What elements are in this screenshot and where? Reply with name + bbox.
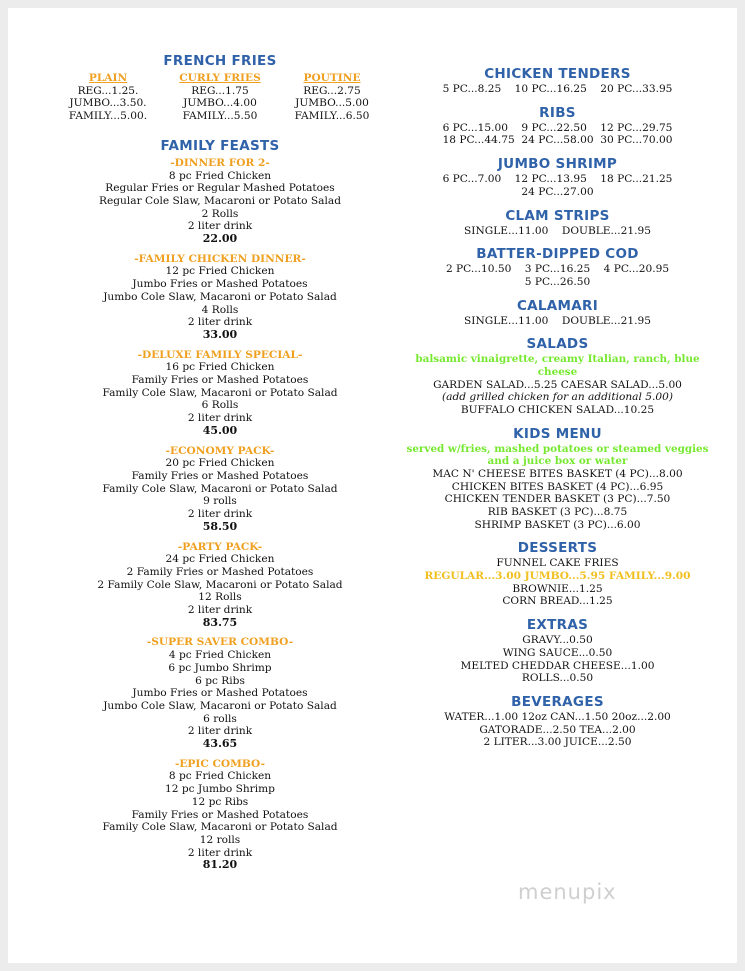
fries-price: FAMILY...6.50: [294, 110, 370, 123]
fries-header: CURLY FRIES: [179, 72, 261, 84]
feast-line: 2 liter drink: [187, 846, 253, 859]
feast-item: [40, 157, 400, 246]
left-column: [40, 52, 400, 872]
fries-price: REG...1.25.: [77, 84, 139, 97]
feast-line: 24 pc Fried Chicken: [165, 553, 275, 566]
feast-line: 2 liter drink: [187, 604, 253, 617]
feast-line: 2 liter drink: [187, 725, 253, 738]
feast-line: 6 Rolls: [201, 399, 239, 412]
feast-line: 6 pc Ribs: [195, 674, 245, 687]
feast-name: -DINNER FOR 2-: [170, 156, 270, 169]
kids-item: CHICKEN TENDER BASKET (3 PC)...7.50: [444, 493, 671, 506]
feast-name: -PARTY PACK-: [177, 540, 263, 553]
feast-line: 12 Rolls: [198, 591, 242, 604]
feast-line: 12 pc Fried Chicken: [165, 265, 275, 278]
menu-section: [405, 104, 710, 147]
dessert-item: CORN BREAD...1.25: [502, 595, 613, 608]
right-column: [405, 65, 710, 749]
feast-line: 4 pc Fried Chicken: [168, 649, 272, 662]
fries-price: JUMBO...3.50.: [69, 97, 147, 110]
feast-price: 33.00: [202, 327, 238, 341]
kids-item: RIB BASKET (3 PC)...8.75: [487, 505, 628, 518]
feast-line: 2 liter drink: [187, 508, 253, 521]
feast-line: 20 pc Fried Chicken: [165, 457, 275, 470]
menupix-watermark: menupix: [518, 880, 617, 904]
section-prices: 6 PC...15.00 9 PC...22.50 12 PC...29.75: [442, 121, 673, 134]
section-title: RIBS: [539, 104, 576, 121]
feast-item: [40, 253, 400, 342]
section-title: CALAMARI: [516, 297, 599, 314]
feast-price: 81.20: [202, 858, 238, 872]
feast-name: -DELUXE FAMILY SPECIAL-: [137, 348, 303, 361]
kids-item: SHRIMP BASKET (3 PC)...6.00: [474, 518, 641, 531]
feast-line: 12 pc Ribs: [191, 795, 249, 808]
menu-section: [405, 155, 710, 198]
salad-dressings: balsamic vinaigrette, creamy Italian, ranch, blue cheese: [415, 353, 700, 378]
feast-line: Family Fries or Mashed Potatoes: [131, 808, 309, 821]
feast-line: Regular Fries or Regular Mashed Potatoes: [105, 182, 335, 195]
beverage-prices: 2 LITER...3.00 JUICE...2.50: [483, 736, 632, 749]
section-title: CLAM STRIPS: [505, 207, 610, 224]
feast-line: 16 pc Fried Chicken: [165, 361, 275, 374]
kids-note: served w/fries, mashed potatoes or steamed veggies and a juice box or water: [406, 442, 709, 468]
fries-price: FAMILY...5.00.: [68, 110, 148, 123]
menu-section: [405, 65, 710, 96]
french-fries-title: FRENCH FRIES: [163, 53, 277, 69]
feast-price: 58.50: [202, 519, 238, 533]
feast-line: Family Fries or Mashed Potatoes: [131, 469, 309, 482]
feast-line: Family Cole Slaw, Macaroni or Potato Salad: [102, 821, 338, 834]
feast-line: 8 pc Fried Chicken: [168, 169, 272, 182]
section-title: JUMBO SHRIMP: [497, 156, 618, 173]
feast-line: 8 pc Fried Chicken: [168, 770, 272, 783]
kids-items: [405, 468, 710, 532]
fries-plain: [58, 72, 158, 123]
feast-price: 43.65: [202, 737, 238, 751]
feast-line: 12 pc Jumbo Shrimp: [165, 783, 275, 796]
beverages-title: BEVERAGES: [511, 693, 604, 710]
extras-section: [405, 616, 710, 685]
kids-section: [405, 425, 710, 532]
salad-prices: BUFFALO CHICKEN SALAD...10.25: [460, 403, 655, 416]
fries-poutine: [282, 72, 382, 123]
fries-price: FAMILY...5.50: [182, 110, 258, 123]
dessert-item: BROWNIE...1.25: [512, 582, 603, 595]
family-feasts-title: FAMILY FEASTS: [160, 137, 280, 154]
kids-item: MAC N' CHEESE BITES BASKET (4 PC)...8.00: [432, 467, 683, 480]
funnel-cake-sizes: REGULAR...3.00 JUMBO...5.95 FAMILY...9.00: [424, 570, 691, 583]
feast-line: 2 Family Fries or Mashed Potatoes: [126, 565, 314, 578]
fries-price: REG...1.75: [191, 84, 249, 97]
feast-price: 45.00: [202, 423, 238, 437]
feast-item: [40, 636, 400, 750]
fries-header: PLAIN: [88, 72, 128, 84]
feast-line: 6 rolls: [203, 712, 237, 725]
right-sections: [405, 65, 710, 327]
desserts-section: [405, 539, 710, 608]
feast-item: [40, 541, 400, 630]
section-prices: 6 PC...7.00 12 PC...13.95 18 PC...21.25: [442, 173, 673, 186]
feast-line: Jumbo Cole Slaw, Macaroni or Potato Salad: [103, 290, 337, 303]
section-title: BATTER-DIPPED COD: [476, 246, 639, 263]
kids-item: CHICKEN BITES BASKET (4 PC)...6.95: [451, 480, 664, 493]
feast-line: Jumbo Fries or Mashed Potatoes: [132, 687, 308, 700]
section-prices: SINGLE...11.00 DOUBLE...21.95: [464, 314, 651, 327]
feast-line: 2 liter drink: [187, 316, 253, 329]
section-prices: 5 PC...26.50: [524, 275, 591, 288]
salad-prices: GARDEN SALAD...5.25 CAESAR SALAD...5.00: [433, 378, 682, 391]
beverage-prices: GATORADE...2.50 TEA...2.00: [479, 723, 636, 736]
section-prices: 24 PC...27.00: [521, 185, 594, 198]
fries-grid: [40, 72, 400, 123]
kids-menu-title: KIDS MENU: [513, 425, 602, 442]
fries-price: JUMBO...4.00: [183, 97, 257, 110]
salad-note: (add grilled chicken for an additional 5.00): [442, 391, 673, 404]
feast-name: -ECONOMY PACK-: [165, 444, 275, 457]
feast-line: Regular Cole Slaw, Macaroni or Potato Salad: [99, 194, 341, 207]
feast-item: [40, 349, 400, 438]
section-prices: SINGLE...11.00 DOUBLE...21.95: [464, 224, 651, 237]
beverage-prices: WATER...1.00 12oz CAN...1.50 20oz...2.00: [444, 710, 671, 723]
feast-line: 2 Family Cole Slaw, Macaroni or Potato Salad: [97, 578, 343, 591]
feast-line: 2 Rolls: [201, 207, 239, 220]
feast-price: 83.75: [202, 615, 238, 629]
feast-line: 6 pc Jumbo Shrimp: [168, 661, 272, 674]
feast-line: Jumbo Fries or Mashed Potatoes: [132, 278, 308, 291]
feasts-list: [40, 157, 400, 872]
feast-line: 12 rolls: [199, 833, 241, 846]
extra-item: ROLLS...0.50: [521, 672, 594, 685]
feast-line: Family Cole Slaw, Macaroni or Potato Salad: [102, 386, 338, 399]
menu-section: [405, 297, 710, 328]
desserts-title: DESSERTS: [517, 540, 598, 557]
feast-line: Family Fries or Mashed Potatoes: [131, 374, 309, 387]
menu-section: [405, 207, 710, 238]
extras-title: EXTRAS: [526, 617, 589, 634]
section-prices: 18 PC...44.75 24 PC...58.00 30 PC...70.00: [442, 134, 673, 147]
salads-section: [405, 335, 710, 416]
feast-line: 9 rolls: [203, 495, 237, 508]
extra-item: MELTED CHEDDAR CHEESE...1.00: [460, 659, 655, 672]
feast-line: Jumbo Cole Slaw, Macaroni or Potato Salad: [103, 699, 337, 712]
feast-name: -SUPER SAVER COMBO-: [146, 636, 294, 649]
beverages-section: [405, 693, 710, 749]
feast-line: 4 Rolls: [201, 303, 239, 316]
feast-line: 2 liter drink: [187, 412, 253, 425]
fries-price: JUMBO...5.00: [295, 97, 369, 110]
section-prices: 5 PC...8.25 10 PC...16.25 20 PC...33.95: [442, 83, 673, 95]
fries-curly: [170, 72, 270, 123]
feast-line: Family Cole Slaw, Macaroni or Potato Salad: [102, 482, 338, 495]
feast-item: [40, 758, 400, 872]
feast-line: 2 liter drink: [187, 220, 253, 233]
dessert-item: FUNNEL CAKE FRIES: [496, 557, 619, 570]
menu-section: [405, 245, 710, 288]
extra-item: WING SAUCE...0.50: [502, 646, 613, 659]
section-prices: 2 PC...10.50 3 PC...16.25 4 PC...20.95: [445, 263, 670, 276]
feast-name: -EPIC COMBO-: [174, 757, 266, 770]
fries-price: REG...2.75: [303, 84, 361, 97]
fries-header: POUTINE: [303, 72, 361, 84]
salads-title: SALADS: [526, 336, 589, 353]
extra-item: GRAVY...0.50: [522, 634, 593, 647]
feast-item: [40, 445, 400, 534]
menu-page: [8, 8, 737, 963]
feast-price: 22.00: [202, 232, 238, 246]
section-title: CHICKEN TENDERS: [484, 66, 631, 82]
feast-name: -FAMILY CHICKEN DINNER-: [134, 252, 306, 265]
